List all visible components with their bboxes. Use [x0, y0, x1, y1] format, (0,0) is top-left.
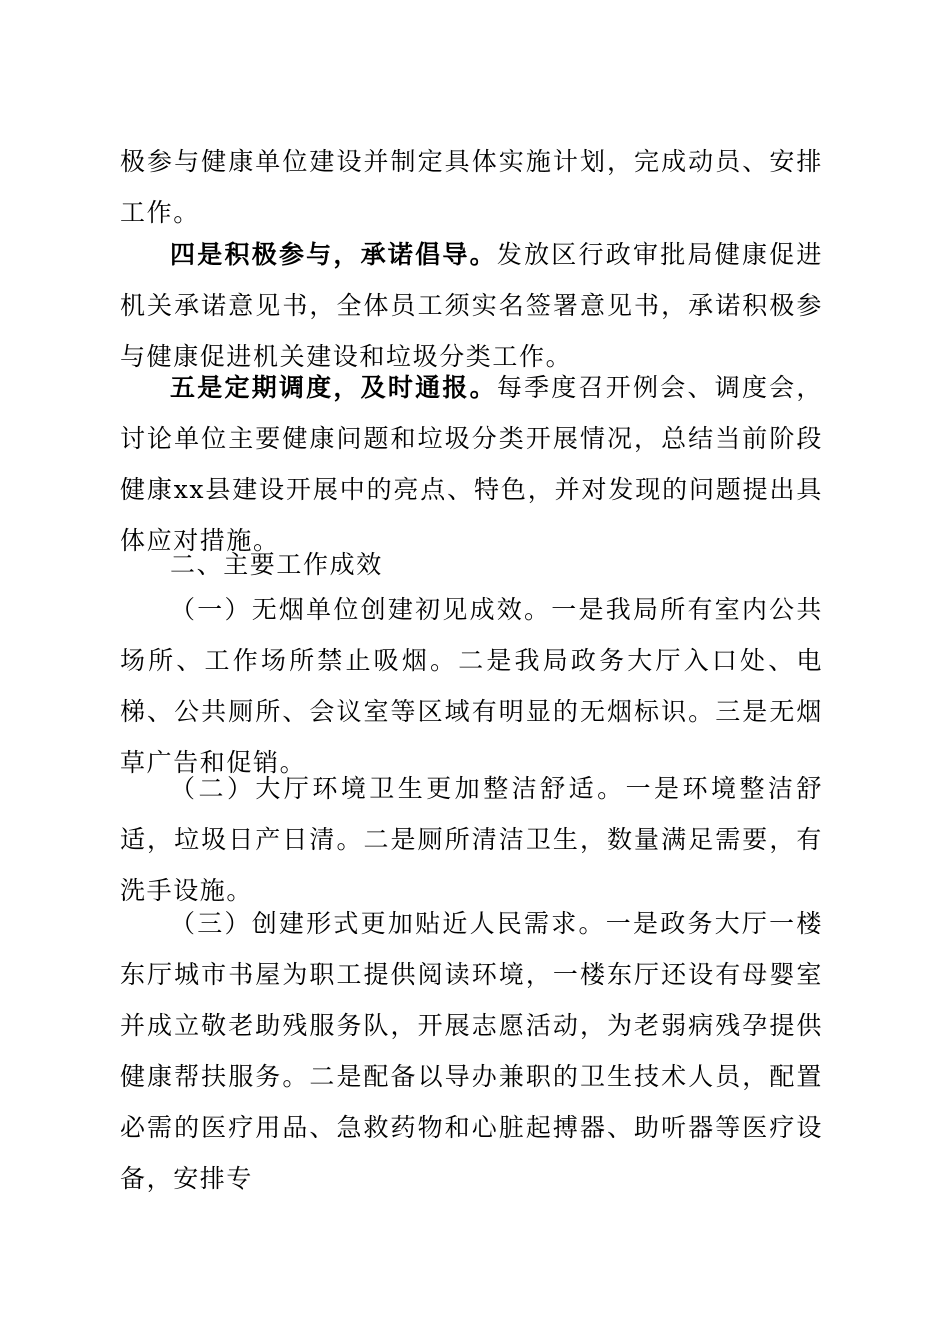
- section-heading: 二、主要工作成效: [170, 550, 383, 579]
- paragraph-people-needs: [120, 898, 823, 1204]
- paragraph-hall-hygiene: [120, 763, 823, 916]
- paragraph-text: 一是我局所有室内公共场所、工作场所禁止吸烟。二是我局政务大厅入口处、电梯、公共厕所、会议室等区域有明显的无烟标识。三是无烟草广告和促销。: [120, 595, 823, 777]
- paragraph-smoke-free: [120, 584, 823, 788]
- paragraph-lead: （三）创建形式更加贴近人民需求。: [170, 909, 606, 938]
- paragraph-lead: 五是定期调度，及时通报。: [170, 373, 497, 402]
- paragraph-text: 一是环境整洁舒适，垃圾日产日清。二是厕所清洁卫生，数量满足需要，有洗手设施。: [120, 774, 823, 905]
- paragraph-lead: （二）大厅环境卫生更加整洁舒适。: [170, 774, 626, 803]
- paragraph-continuation: [120, 136, 823, 238]
- paragraph-text: 发放区行政审批局健康促进机关承诺意见书，全体员工须实名签署意见书，承诺积极参与健康促进机关建设和垃圾分类工作。: [120, 240, 824, 371]
- paragraph-text: 极参与健康单位建设并制定具体实施计划，完成动员、安排工作。: [120, 147, 823, 227]
- paragraph-text: 每季度召开例会、调度会，讨论单位主要健康问题和垃圾分类开展情况，总结当前阶段健康xx县建设开展中的亮点、特色，并对发现的问题提出具体应对措施。: [120, 373, 824, 555]
- paragraph-commitment: [120, 229, 823, 382]
- paragraph-lead: 四是积极参与，承诺倡导。: [170, 240, 497, 269]
- paragraph-text: 一是政务大厅一楼东厅城市书屋为职工提供阅读环境，一楼东厅还设有母婴室并成立敬老助残服务队，开展志愿活动，为老弱病残孕提供健康帮扶服务。二是配备以导办兼职的卫生技术人员，配置必需的医疗用品、急救药物和心脏起搏器、助听器等医疗设备，安排专: [120, 909, 823, 1193]
- paragraph-lead: （一）无烟单位创建初见成效。: [170, 595, 552, 624]
- paragraph-scheduling: [120, 362, 823, 566]
